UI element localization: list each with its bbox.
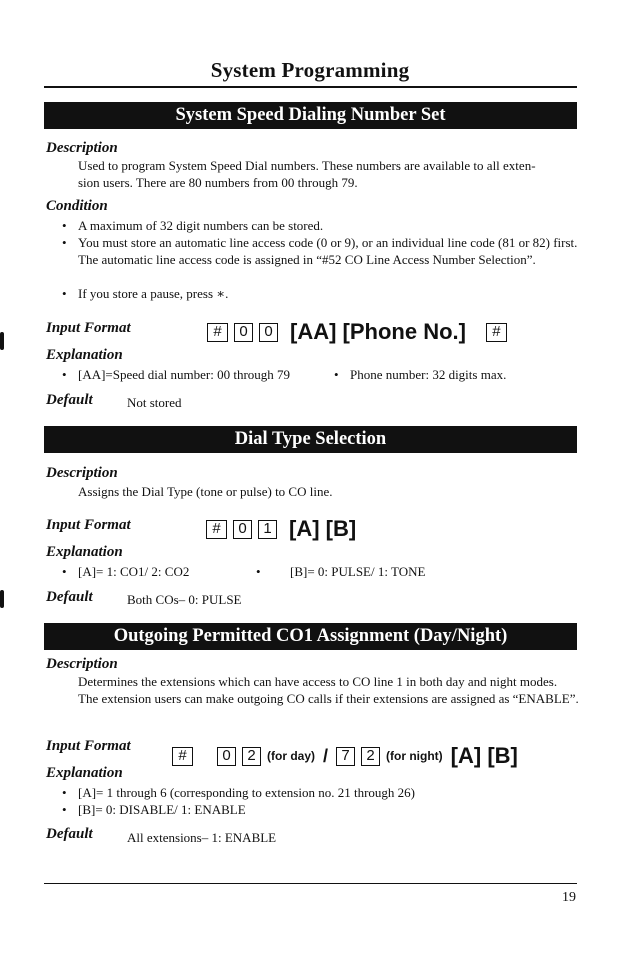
for-night-label: (for night): [386, 749, 443, 763]
section-band-dial-type: Dial Type Selection: [44, 426, 577, 453]
explanation-heading: Explanation: [46, 544, 123, 560]
title-rule: [44, 86, 577, 88]
bullet-dot: •: [62, 564, 67, 579]
page-number: 19: [562, 890, 576, 905]
digit-key: 0: [234, 323, 253, 342]
for-day-label: (for day): [267, 749, 315, 763]
digit-key: 0: [233, 520, 252, 539]
footer-rule: [44, 883, 577, 884]
description-heading: Description: [46, 465, 118, 481]
default-value: Both COs– 0: PULSE: [127, 592, 242, 607]
input-format-sequence: [207, 321, 507, 343]
bullet-dot: •: [62, 286, 67, 301]
margin-mark: [0, 332, 4, 350]
bullet-dot: •: [256, 564, 261, 579]
margin-mark: [0, 590, 4, 608]
page-title: System Programming: [210, 58, 410, 82]
hash-key: #: [207, 323, 228, 342]
bullet-dot: •: [62, 367, 67, 382]
default-value: Not stored: [127, 395, 182, 410]
digit-key: 2: [361, 747, 380, 766]
input-format-heading: Input Format: [46, 517, 131, 533]
input-format-heading: Input Format: [46, 320, 131, 336]
bullet-dot: •: [62, 785, 67, 800]
input-format-params: [A] [B]: [289, 516, 357, 541]
digit-key: 2: [242, 747, 261, 766]
explanation-heading: Explanation: [46, 765, 123, 781]
bullet-dot: •: [62, 218, 67, 233]
bullet-dot: •: [62, 235, 67, 250]
explanation-heading: Explanation: [46, 347, 123, 363]
default-value: All extensions– 1: ENABLE: [127, 830, 277, 845]
default-heading: Default: [46, 392, 93, 408]
default-heading: Default: [46, 589, 93, 605]
digit-key: 7: [336, 747, 355, 766]
input-format-params: [AA] [Phone No.]: [290, 319, 466, 344]
input-format-sequence: [206, 518, 356, 540]
section-band-speed-dial: System Speed Dialing Number Set: [44, 102, 577, 129]
input-format-sequence: [172, 745, 518, 767]
digit-key: 1: [258, 520, 277, 539]
digit-key: 0: [217, 747, 236, 766]
description-heading: Description: [46, 140, 118, 156]
digit-key: 0: [259, 323, 278, 342]
bullet-dot: •: [334, 367, 339, 382]
hash-key: #: [206, 520, 227, 539]
hash-key: #: [172, 747, 193, 766]
input-format-heading: Input Format: [46, 738, 131, 754]
description-heading: Description: [46, 656, 118, 672]
slash-separator: /: [323, 745, 329, 766]
default-heading: Default: [46, 826, 93, 842]
description-text: Assigns the Dial Type (tone or pulse) to CO line.: [78, 484, 333, 499]
input-format-params: [A] [B]: [450, 743, 518, 768]
hash-key: #: [486, 323, 507, 342]
description-text: Determines the extensions which can have access to CO line 1 in both day and night modes. The extension users can make outgoing CO calls if their extensions are assigned as “ENABLE”.: [78, 674, 579, 706]
description-text: Used to program System Speed Dial numbers. These numbers are available to all exten- sion users. There are 80 numbers from 00 through 79.: [78, 158, 536, 190]
condition-heading: Condition: [46, 198, 108, 214]
section-band-outgoing-co1: Outgoing Permitted CO1 Assignment (Day/Night): [44, 623, 577, 650]
bullet-dot: •: [62, 802, 67, 817]
